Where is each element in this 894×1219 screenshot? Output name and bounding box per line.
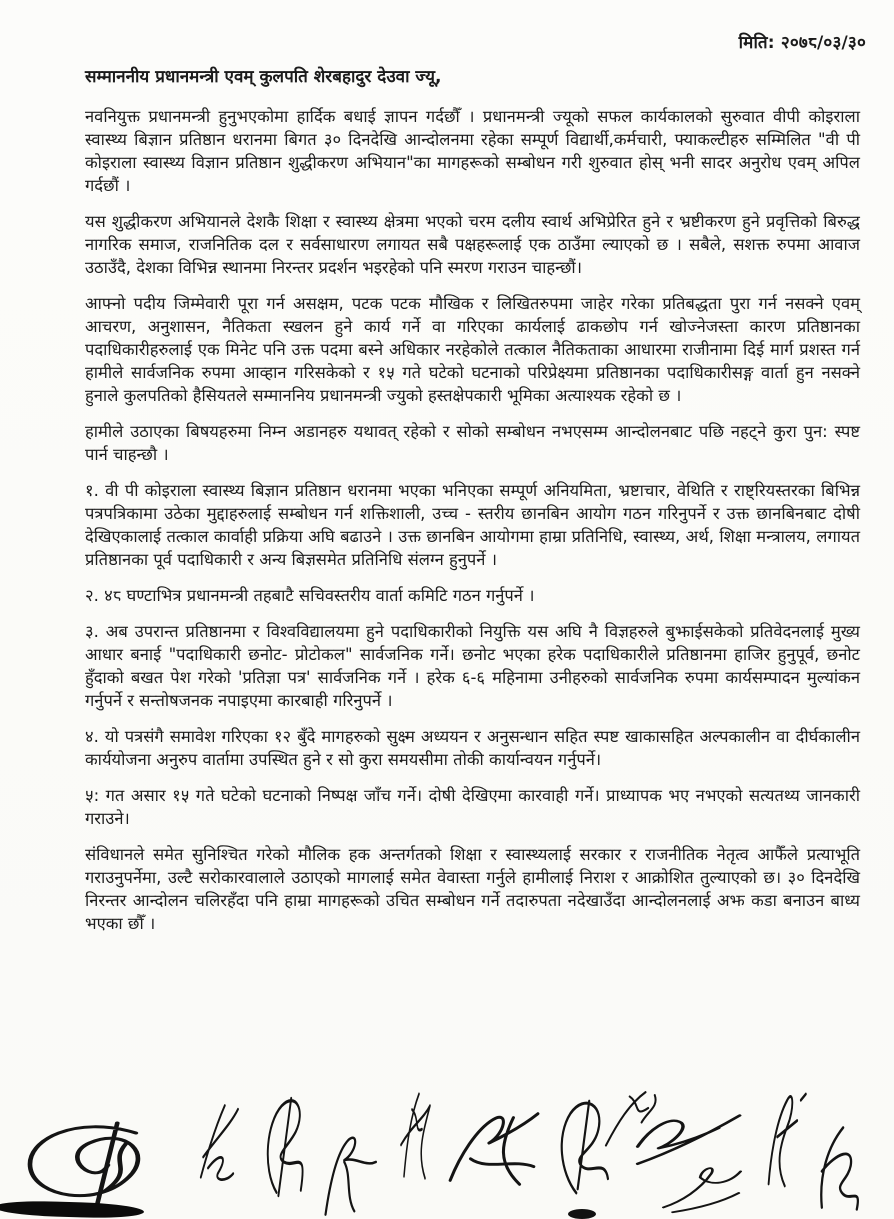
signature-icon xyxy=(15,1115,170,1215)
signature-icon xyxy=(656,1157,748,1217)
demand-item-3: ३. अब उपरान्त प्रतिष्ठानमा र विश्वविद्यालयमा हुने पदाधिकारीको नियुक्ति यस अघि नै विज्ञहरुले बुझाईसकेको प्रतिवेदनलाई मुख्य आधार बनाई "पदाधिकारी छनोट- प्रोटोकल" सार्वजनिक गर्ने। छनोट भएका हरेक पदाधिकारीले प्रतिष्ठानमा हाजिर हुनुपूर्व, छनोट हुँदाको बखत पेश गरेको 'प्रतिज्ञा पत्र' सार्वजनिक गर्ने । हरेक ६-६ महिनामा उनीहरुको सार्वजनिक रुपमा कार्यसम्पादन मुल्यांकन गर्नुपर्ने र सन्तोषजनक नपाइएमा कारबाही गरिनुपर्ने । xyxy=(85,622,860,710)
paragraph-greeting: नवनियुक्त प्रधानमन्त्री हुनुभएकोमा हार्दिक बधाई ज्ञापन गर्दछौँ । प्रधानमन्त्री ज्यूको सफल कार्यकालको सुरुवात वीपी कोइराला स्वास्थ्य बिज्ञान प्रतिष्ठान धरानमा बिगत ३० दिनदेखि आन्दोलनमा रहेका सम्पूर्ण विद्यार्थी,कर्मचारी, फ्याकल्टीहरु सम्मिलित "वी पी कोइराला स्वास्थ्य विज्ञान प्रतिष्ठान शुद्धीकरण अभियान"का मागहरूको सम्बोधन गरी शुरुवात होस् भनी सादर अनुरोध एवम् अपिल गर्दछौं । xyxy=(85,107,860,195)
paragraph-campaign: यस शुद्धीकरण अभियानले देशकै शिक्षा र स्वास्थ्य क्षेत्रमा भएको चरम दलीय स्वार्थ अभिप्रेरित हुने र भ्रष्टीकरण हुने प्रवृत्तिको बिरुद्ध नागरिक समाज, राजनितिक दल र सर्वसाधारण लगायत सबै पक्षहरूलाई एक ठाउँमा ल्याएको छ । सबैले, सशक्त रुपमा आवाज उठाउँदै, देशका विभिन्न स्थानमा निरन्तर प्रदर्शन भइरहेको पनि स्मरण गराउन चाहन्छौं। xyxy=(85,212,860,277)
signature-block xyxy=(0,1085,894,1218)
demand-item-5: ५: गत असार १५ गते घटेको घटनाको निष्पक्ष जाँच गर्ने। दोषी देखिएमा कारवाही गर्ने। प्राध्यापक भए नभएको सत्यतथ्य जानकारी गराउने। xyxy=(85,786,860,828)
signature-icon xyxy=(392,1090,442,1188)
paragraph-demands-intro: हामीले उठाएका बिषयहरुमा निम्न अडानहरु यथावत् रहेको र सोको सम्बोधन नभएसम्म आन्दोलनबाट पछि नहट्ने कुरा पुन: स्पष्ट पार्न चाहन्छौ । xyxy=(85,422,860,464)
signature-icon xyxy=(314,1133,386,1218)
paragraph-resignation-call: आफ्नो पदीय जिम्मेवारी पूरा गर्न असक्षम, पटक पटक मौखिक र लिखितरुपमा जाहेर गरेका प्रतिबद्धता पुरा गर्न नसक्ने एवम् आचरण, अनुशासन, नैतिकता स्खलन हुने कार्य गर्ने वा गरिएका कार्यलाई ढाकछोप गर्न खोज्नेजस्ता कारण प्रतिष्ठानका पदाधिकारीहरुलाई एक मिनेट पनि उक्त पदमा बस्ने अधिकार नरहेकोले तत्काल नैतिकताका आधारमा राजीनामा दिई मार्ग प्रशस्त गर्न हामीले सार्वजनिक रुपमा आव्हान गरिसकेको र १५ गते घटेको घटनाको परिप्रेक्ष्यमा प्रतिष्ठानका पदाधिकारीसङ्ग वार्ता हुन नसक्ने हुनाले कुलपतिको हैसियतले सम्माननिय प्रधानमन्त्री ज्युको हस्तक्षेपकारी भूमिका अत्याश्यक रहेको छ । xyxy=(85,294,860,405)
signature-icon xyxy=(190,1100,250,1192)
demand-item-2: २. ४८ घण्टाभित्र प्रधानमन्त्री तहबाटै सचिवस्तरीय वार्ता कमिटि गठन गर्नुपर्ने । xyxy=(85,586,535,605)
signature-icon xyxy=(796,1120,872,1215)
demand-item-1: १. वी पी कोइराला स्वास्थ्य बिज्ञान प्रतिष्ठान धरानमा भएका भनिएका सम्पूर्ण अनियमिता, भ्रष्टाचार, वेथिति र राष्ट्रियस्तरका बिभिन्न पत्रपत्रिकामा उठेका मुद्दाहरुलाई सम्बोधन गर्न शक्तिशाली, उच्च - स्तरीय छानबिन आयोग गठन गरिनुपर्ने र उक्त छानबिनबाट दोषी देखिएकालाई तत्काल कार्वाही प्रक्रिया अघि बढाउने । उक्त छानबिन आयोगमा हाम्रा प्रतिनिधि, स्वास्थ्य, अर्थ, शिक्षा मन्त्रालय, लगायत प्रतिष्ठानका पूर्व पदाधिकारी र अन्य बिज्ञसमेत प्रतिनिधि संलग्न हुनुपर्ने । xyxy=(85,481,860,569)
signature-icon xyxy=(256,1093,320,1201)
letter-body xyxy=(85,66,860,948)
date-line: मिति: २०७८/०३/३० xyxy=(738,33,866,53)
paragraph-closing: संविधानले समेत सुनिश्चित गरेको मौलिक हक अन्तर्गतको शिक्षा र स्वास्थ्यलाई सरकार र राजनीतिक नेतृत्व आफैँले प्रत्याभूति गराउनुपर्नेमा, उल्टै सरोकारवालाले उठाएको मागलाई समेत वेवास्ता गर्नुले हामीलाई निराश र आक्रोशित तुल्याएको छ। ३० दिनदेखि निरन्तर आन्दोलन चलिरहँदा पनि हाम्रा मागहरूको उचित सम्बोधन गर्ने तदारुपता नदेखाउँदा आन्दोलनलाई अझ कडा बनाउन बाध्य भएका छौँ । xyxy=(85,845,860,933)
signature-icon xyxy=(442,1100,544,1198)
demand-item-4: ४. यो पत्रसंगै समावेश गरिएका १२ बुँदे मागहरुको सुक्ष्म अध्ययन र अनुसन्धान सहित स्पष्ट खाकासहित अल्पकालीन वा दीर्घकालीन कार्ययोजना अनुरुप वार्तामा उपस्थित हुने र सो कुरा समयसीमा तोकी कार्यान्वयन गर्नुपर्ने। xyxy=(85,727,860,769)
salutation: सम्माननीय प्रधानमन्त्री एवम् कुलपति शेरबहादुर देउवा ज्यू, xyxy=(85,67,442,87)
